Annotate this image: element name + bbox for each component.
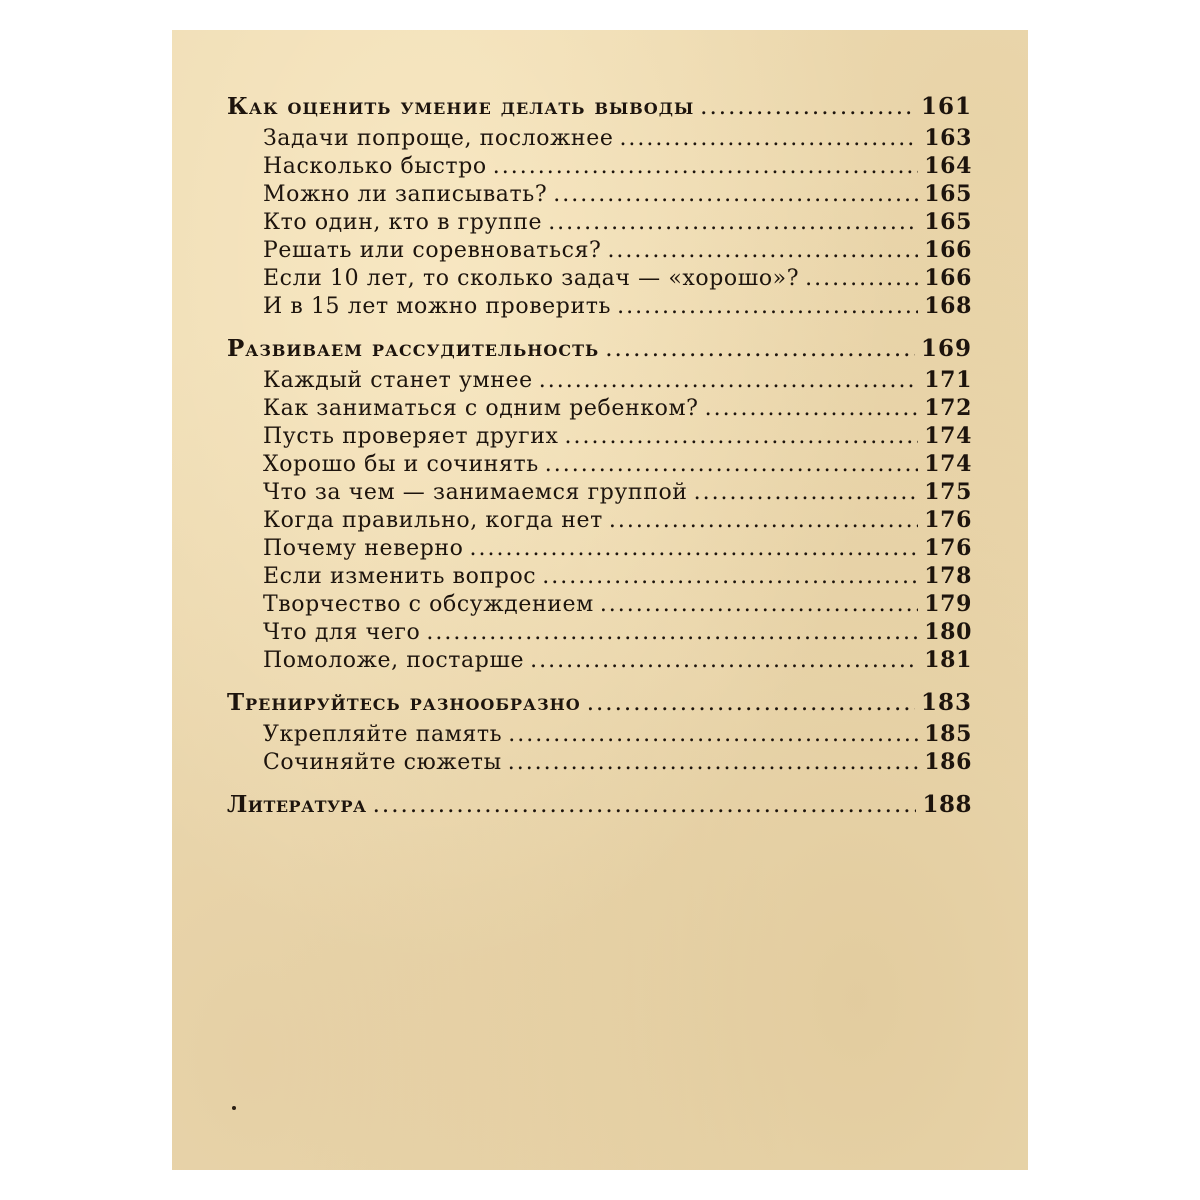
toc-entry-title: Если 10 лет, то сколько задач — «хорошо»? xyxy=(263,266,800,291)
toc-entry-title: Задачи попроще, посложнее xyxy=(263,126,614,151)
toc-entry-title: Насколько быстро xyxy=(263,154,487,179)
toc-page-number: 168 xyxy=(924,293,972,319)
toc-page-number: 180 xyxy=(924,619,972,645)
dot-leader xyxy=(609,507,918,535)
toc-entry-title: Помоложе, постарше xyxy=(263,648,525,673)
dot-leader xyxy=(705,395,919,423)
dot-leader xyxy=(587,686,915,720)
toc-entry-title: Решать или соревноваться? xyxy=(263,238,602,263)
toc-entry-title: Сочиняйте сюжеты xyxy=(263,750,502,775)
toc-entry-title: Укрепляйте память xyxy=(263,722,503,747)
toc-entry-title: Кто один, кто в группе xyxy=(263,210,543,235)
toc-section-title: Тренируйтесь разнообразно xyxy=(227,689,581,716)
toc-entry xyxy=(227,236,972,264)
toc-entry xyxy=(227,720,972,748)
toc-entry xyxy=(227,152,972,180)
toc-entry-title: Хорошо бы и сочинять xyxy=(263,452,539,477)
toc-page-number: 188 xyxy=(922,791,972,818)
toc-page-number: 176 xyxy=(924,507,972,533)
dot-leader xyxy=(600,591,918,619)
toc-entry xyxy=(227,478,972,506)
toc-page-number: 185 xyxy=(924,721,972,747)
dot-leader xyxy=(508,721,918,749)
toc-entry xyxy=(227,506,972,534)
toc-entry xyxy=(227,264,972,292)
toc-page-number: 175 xyxy=(924,479,972,505)
dot-leader xyxy=(805,265,918,293)
dot-leader xyxy=(426,619,918,647)
toc-page-number: 176 xyxy=(924,535,972,561)
toc-entry xyxy=(227,590,972,618)
toc-entry xyxy=(227,646,972,674)
toc-section-heading xyxy=(227,686,972,720)
toc-entry-title: И в 15 лет можно проверить xyxy=(263,294,612,319)
toc-entry xyxy=(227,748,972,776)
toc-entry-title: Можно ли записывать? xyxy=(263,182,548,207)
toc-page-number: 166 xyxy=(924,265,972,291)
dot-leader xyxy=(508,749,919,777)
toc-page-number: 163 xyxy=(924,125,972,151)
toc-entry xyxy=(227,124,972,152)
toc-section-heading xyxy=(227,332,972,366)
toc-page-number: 174 xyxy=(924,451,972,477)
dot-leader xyxy=(545,451,918,479)
dot-leader xyxy=(700,90,915,124)
dot-leader xyxy=(605,332,915,366)
toc-page-number: 179 xyxy=(924,591,972,617)
toc-page-number: 169 xyxy=(920,335,972,362)
toc-page-number: 165 xyxy=(924,209,972,235)
dot-leader xyxy=(493,153,919,181)
toc-page-number: 186 xyxy=(924,749,972,775)
dot-leader xyxy=(470,535,919,563)
dot-leader xyxy=(694,479,919,507)
toc-entry xyxy=(227,292,972,320)
toc-entry-title: Как заниматься с одним ребенком? xyxy=(263,396,699,421)
dot-leader xyxy=(373,788,917,822)
toc-entry xyxy=(227,208,972,236)
dot-leader xyxy=(565,423,919,451)
toc-entry-title: Литература xyxy=(227,791,367,818)
toc-page-number: 164 xyxy=(924,153,972,179)
toc-entry xyxy=(227,618,972,646)
toc-section-title: Развиваем рассудительность xyxy=(227,335,600,362)
toc-entry-title: Почему неверно xyxy=(263,536,464,561)
toc-page-number: 171 xyxy=(924,367,972,393)
toc-section-heading xyxy=(227,90,972,124)
toc-entry-title: Когда правильно, когда нет xyxy=(263,508,603,533)
dot-leader xyxy=(548,209,918,237)
dot-leader xyxy=(607,237,918,265)
toc-entry xyxy=(227,180,972,208)
toc-entry-title: Каждый станет умнее xyxy=(263,368,533,393)
dot-leader xyxy=(553,181,918,209)
toc-entry xyxy=(227,450,972,478)
toc-page-number: 172 xyxy=(924,395,972,421)
toc-page-number: 174 xyxy=(924,423,972,449)
toc-page-number: 183 xyxy=(920,689,972,716)
dot-leader xyxy=(542,563,918,591)
toc-entry xyxy=(227,534,972,562)
toc-page-number: 178 xyxy=(924,563,972,589)
toc-entry xyxy=(227,394,972,422)
dot-leader xyxy=(619,125,918,153)
dot-leader xyxy=(530,647,918,675)
toc-entry xyxy=(227,422,972,450)
toc-section-title: Как оценить умение делать выводы xyxy=(227,93,695,120)
toc-entry xyxy=(227,366,972,394)
toc-entry-title: Творчество с обсуждением xyxy=(263,592,594,617)
toc-page-number: 166 xyxy=(924,237,972,263)
toc-entry-title: Что за чем — занимаемся группой xyxy=(263,480,688,505)
toc-entry-title: Пусть проверяет других xyxy=(263,424,559,449)
dot-leader xyxy=(539,367,919,395)
toc-page-number: 181 xyxy=(924,647,972,673)
ink-speck xyxy=(232,1106,236,1110)
toc-entry-title: Что для чего xyxy=(263,620,421,645)
table-of-contents xyxy=(227,90,972,822)
toc-entry xyxy=(227,562,972,590)
toc-page-number: 161 xyxy=(920,93,972,120)
toc-page-number: 165 xyxy=(924,181,972,207)
toc-entry-title: Если изменить вопрос xyxy=(263,564,537,589)
dot-leader xyxy=(617,293,918,321)
toc-final-entry xyxy=(227,788,972,822)
